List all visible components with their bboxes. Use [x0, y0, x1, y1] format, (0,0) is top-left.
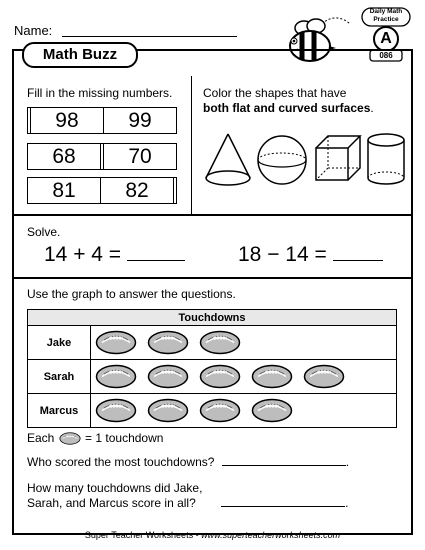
question-1-text: Who scored the most touchdowns?	[27, 455, 215, 469]
problem-1-text: 14 + 4 =	[44, 243, 122, 266]
badge-line2: Practice	[373, 15, 399, 23]
question-2-period: .	[345, 496, 349, 510]
number-cell: 99	[103, 108, 176, 134]
shapes-instruction-end: .	[370, 101, 374, 115]
badge-line1: Daily Math	[369, 8, 403, 15]
question-2-answer[interactable]	[221, 506, 345, 507]
footer-text: Super Teacher Worksheets -	[84, 530, 202, 540]
key-suffix: = 1 touchdown	[85, 431, 164, 445]
number-grid-2	[27, 143, 177, 170]
question-1-answer[interactable]	[222, 465, 346, 466]
question-2-line2: Sarah, and Marcus score in all?	[27, 496, 196, 510]
number-cell: 98	[30, 108, 103, 134]
answer-blank-2[interactable]	[333, 260, 383, 261]
shapes-instruction-bold: both flat and curved surfaces	[203, 101, 371, 115]
football-icon	[251, 398, 293, 423]
section-divider-2	[12, 277, 413, 279]
football-icon	[303, 364, 345, 389]
answer-blank-1[interactable]	[127, 260, 185, 261]
footer-url[interactable]: www.superteacherworksheets.com	[201, 530, 341, 540]
name-label: Name:	[14, 23, 53, 38]
problem-2-text: 18 − 14 =	[238, 243, 327, 266]
number-cell: 68	[28, 144, 101, 170]
football-icon	[147, 330, 189, 355]
badge-number: 086	[379, 51, 393, 60]
football-icon	[199, 330, 241, 355]
football-icon	[95, 398, 137, 423]
football-icon	[58, 432, 82, 445]
number-cell: 70	[103, 144, 176, 170]
football-icon	[199, 364, 241, 389]
football-icon	[147, 398, 189, 423]
question-2	[27, 481, 348, 511]
key-prefix: Each	[27, 431, 55, 445]
question-2-line1: How many touchdowns did Jake,	[27, 481, 203, 495]
missing-numbers-instruction: Fill in the missing numbers.	[27, 86, 173, 100]
cylinder-icon[interactable]	[368, 134, 404, 184]
row-balls	[91, 326, 397, 360]
football-icon	[95, 330, 137, 355]
section-divider-vertical	[191, 76, 192, 216]
graph-title: Touchdowns	[28, 310, 397, 326]
pictograph	[27, 309, 397, 428]
number-cell: 81	[28, 178, 101, 204]
football-icon	[199, 398, 241, 423]
shapes-instruction-plain: Color the shapes that have	[203, 86, 347, 100]
section-divider-1	[12, 214, 413, 216]
row-balls	[91, 394, 397, 428]
solve-problem-1	[44, 243, 185, 267]
football-icon	[147, 364, 189, 389]
cone-icon[interactable]	[206, 134, 250, 185]
solve-label: Solve.	[27, 225, 61, 239]
number-cell: 82	[101, 178, 174, 204]
name-line[interactable]	[62, 36, 237, 37]
graph-key	[27, 431, 163, 445]
row-balls	[91, 360, 397, 394]
badge-letter: A	[380, 30, 392, 47]
row-name: Sarah	[28, 360, 91, 394]
number-grid-3	[27, 177, 177, 204]
question-1-period: .	[345, 455, 350, 469]
number-grid-1	[27, 107, 177, 134]
shapes-row	[200, 130, 410, 190]
football-icon	[251, 364, 293, 389]
solve-problem-2	[238, 243, 383, 267]
worksheet-title: Math Buzz	[22, 42, 138, 68]
cube-icon[interactable]	[316, 136, 360, 180]
row-name: Jake	[28, 326, 91, 360]
row-name: Marcus	[28, 394, 91, 428]
graph-instruction: Use the graph to answer the questions.	[27, 287, 236, 301]
sphere-icon[interactable]	[258, 136, 306, 184]
number-cell[interactable]	[174, 178, 177, 204]
shapes-instruction	[203, 86, 374, 116]
question-1	[27, 455, 349, 469]
footer	[0, 530, 425, 540]
football-icon	[95, 364, 137, 389]
